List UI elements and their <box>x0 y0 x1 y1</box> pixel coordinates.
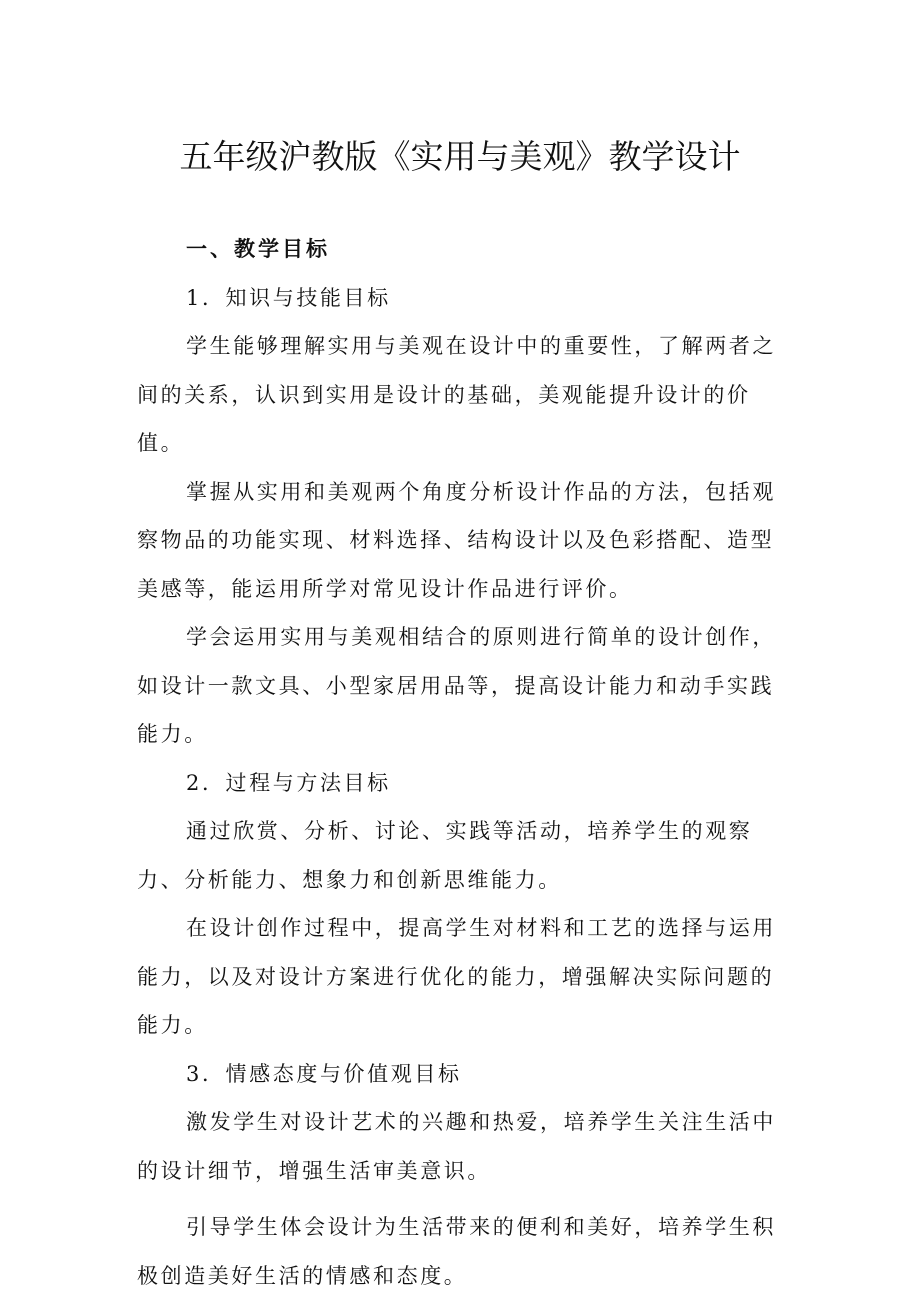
paragraph: 引导学生体会设计为生活带来的便利和美好，培养学生积极创造美好生活的情感和态度。 <box>137 1215 776 1288</box>
subsection-heading-emotion-values: 3．情感态度与价值观目标 <box>186 1061 462 1086</box>
paragraph: 掌握从实用和美观两个角度分析设计作品的方法，包括观察物品的功能实现、材料选择、结构设计以及色彩搭配、造型美感等，能运用所学对常见设计作品进行评价。 <box>137 479 776 601</box>
subsection-heading-process-methods: 2．过程与方法目标 <box>186 770 391 795</box>
paragraph: 在设计创作过程中，提高学生对材料和工艺的选择与运用能力，以及对设计方案进行优化的能力，增强解决实际问题的能力。 <box>137 916 776 1037</box>
paragraph: 学会运用实用与美观相结合的原则进行简单的设计创作，如设计一款文具、小型家居用品等，提高设计能力和动手实践能力。 <box>137 625 776 746</box>
paragraph: 激发学生对设计艺术的兴趣和热爱，培养学生关注生活中的设计细节，增强生活审美意识。 <box>137 1110 776 1183</box>
paragraph: 通过欣赏、分析、讨论、实践等活动，培养学生的观察力、分析能力、想象力和创新思维能力。 <box>137 819 753 892</box>
subsection-heading-knowledge-skills: 1．知识与技能目标 <box>186 285 391 310</box>
paragraph: 学生能够理解实用与美观在设计中的重要性，了解两者之间的关系，认识到实用是设计的基础，美观能提升设计的价值。 <box>137 334 776 455</box>
document-title: 五年级沪教版《实用与美观》教学设计 <box>179 137 741 176</box>
section-heading-teaching-objectives: 一、教学目标 <box>186 236 330 261</box>
document-body <box>137 225 797 1300</box>
